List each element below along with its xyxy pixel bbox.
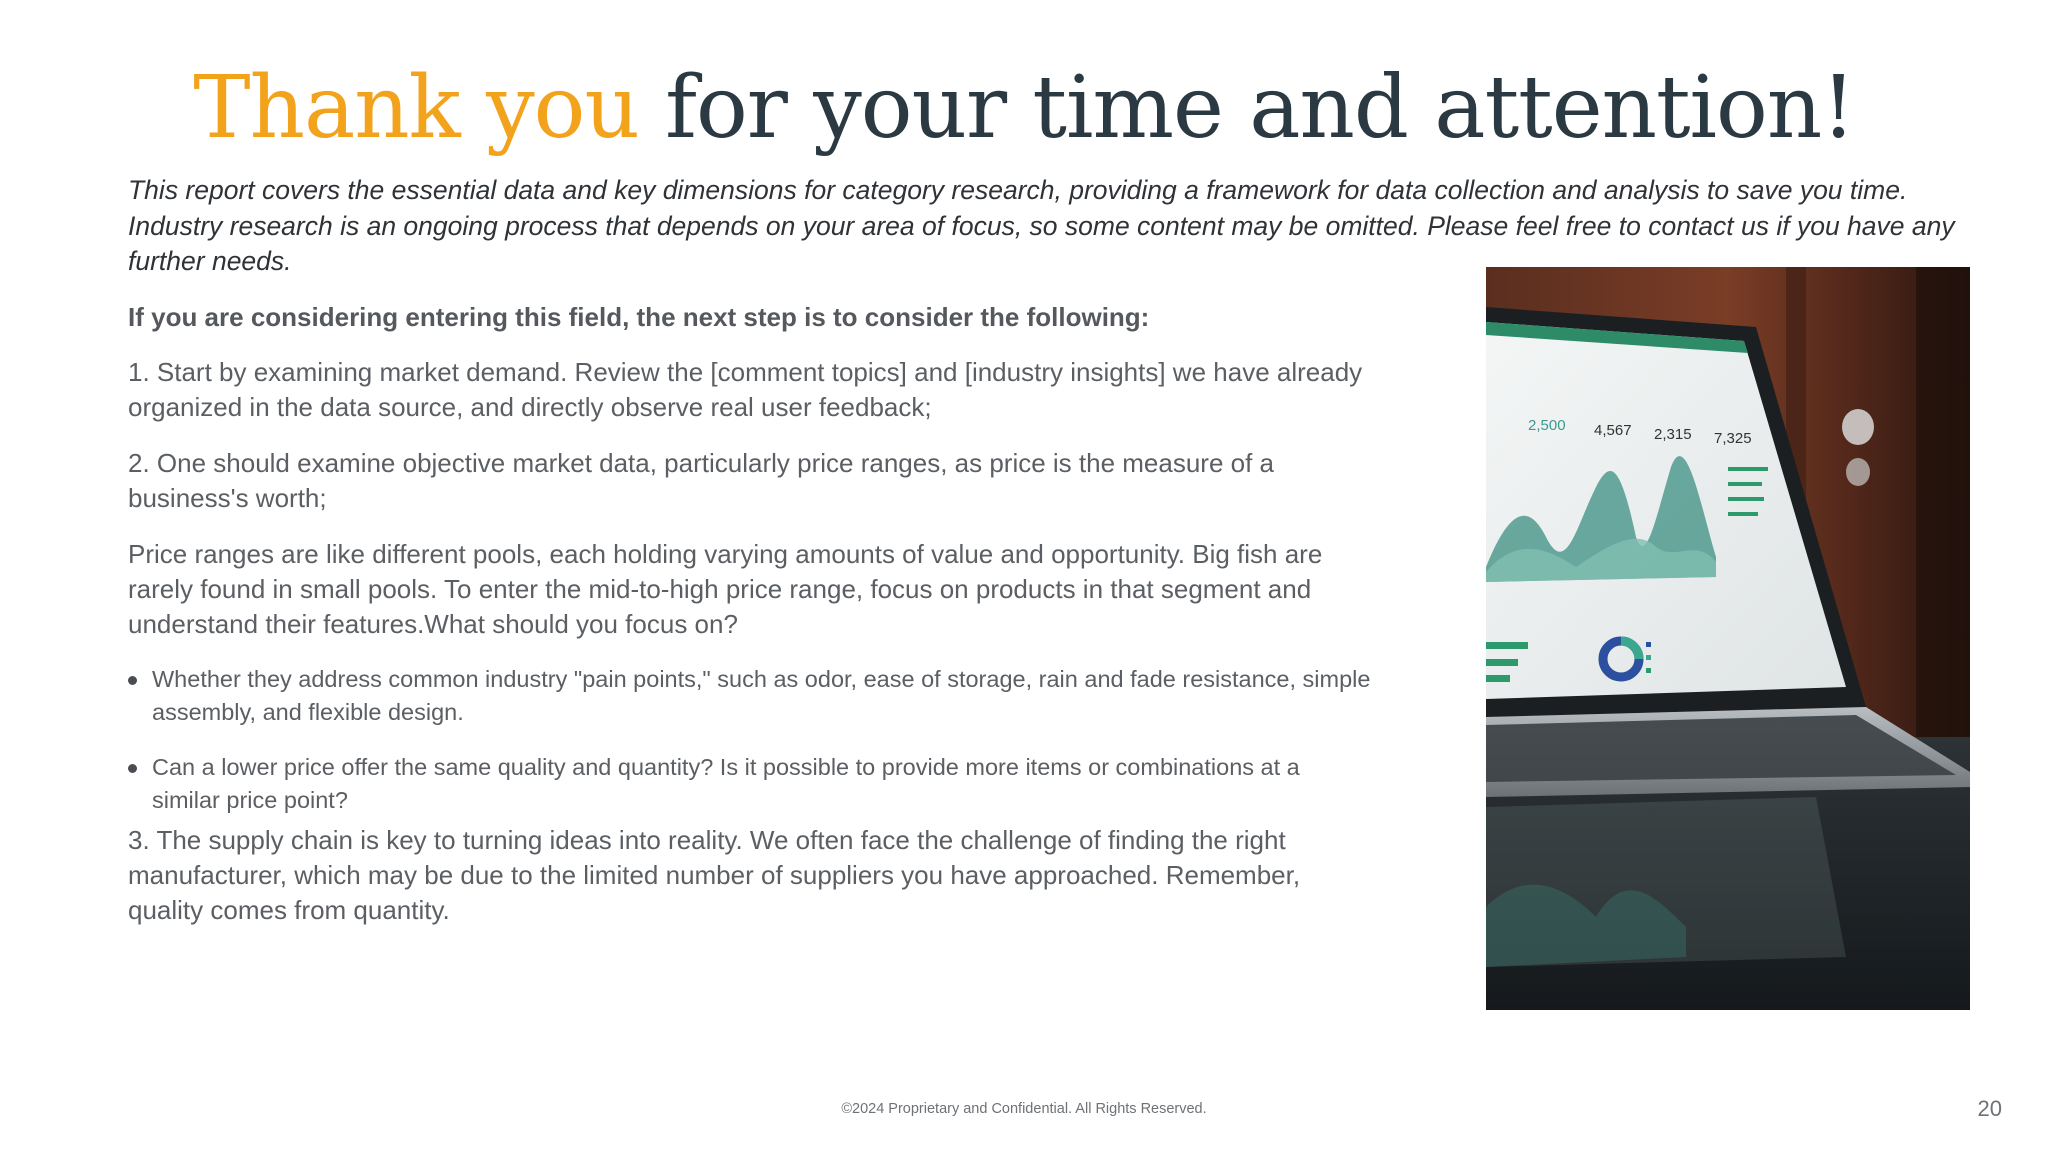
list-item	[128, 751, 1373, 817]
screen-stat-3: 2,315	[1654, 426, 1692, 443]
list-item-text: Whether they address common industry "pain points," such as odor, ease of storage, rain and fade resistance, simple assembly, and flexible design.	[152, 666, 1371, 725]
title-accent: Thank you	[193, 58, 639, 158]
list-item	[128, 663, 1373, 729]
bullet-dot-icon	[128, 676, 137, 685]
step-3: 3. The supply chain is key to turning ideas into reality. We often face the challenge of finding the right manufacturer, which may be due to the limited number of suppliers you have approached. Remember, quality comes from quantity.	[128, 825, 1301, 925]
title-rest: for your time and attention!	[638, 58, 1855, 158]
bullet-dot-icon	[128, 764, 137, 773]
price-paragraph: Price ranges are like different pools, each holding varying amounts of value and opportunity. Big fish are rarely found in small pools. To enter the mid-to-high price range, focus on products in that segment and understand their features.What should you focus on?	[128, 539, 1323, 639]
footer-copyright: ©2024 Proprietary and Confidential. All Rights Reserved.	[841, 1101, 1207, 1117]
main-content	[128, 300, 1373, 928]
page-number: 20	[1977, 1096, 2002, 1121]
intro-text: This report covers the essential data and key dimensions for category research, providing a framework for data collection and analysis to save you time. Industry research is an ongoing process that depends on your area of focus, so some content may be omitted. Please feel free to contact us if you have any further needs.	[128, 175, 1955, 276]
page-title	[0, 58, 2048, 158]
focus-list	[128, 663, 1373, 817]
screen-stat-2: 4,567	[1594, 422, 1632, 439]
screen-stat-1: 2,500	[1528, 417, 1566, 434]
laptop-dashboard-photo	[1486, 267, 1970, 1010]
lead-heading: If you are considering entering this field, the next step is to consider the following:	[128, 302, 1150, 332]
list-item-text: Can a lower price offer the same quality and quantity? Is it possible to provide more items or combinations at a similar price point?	[152, 754, 1300, 813]
screen-stat-4: 7,325	[1714, 430, 1752, 447]
step-2: 2. One should examine objective market data, particularly price ranges, as price is the measure of a business's worth;	[128, 448, 1275, 513]
step-1: 1. Start by examining market demand. Review the [comment topics] and [industry insights] we have already organized in the data source, and directly observe real user feedback;	[128, 357, 1363, 422]
